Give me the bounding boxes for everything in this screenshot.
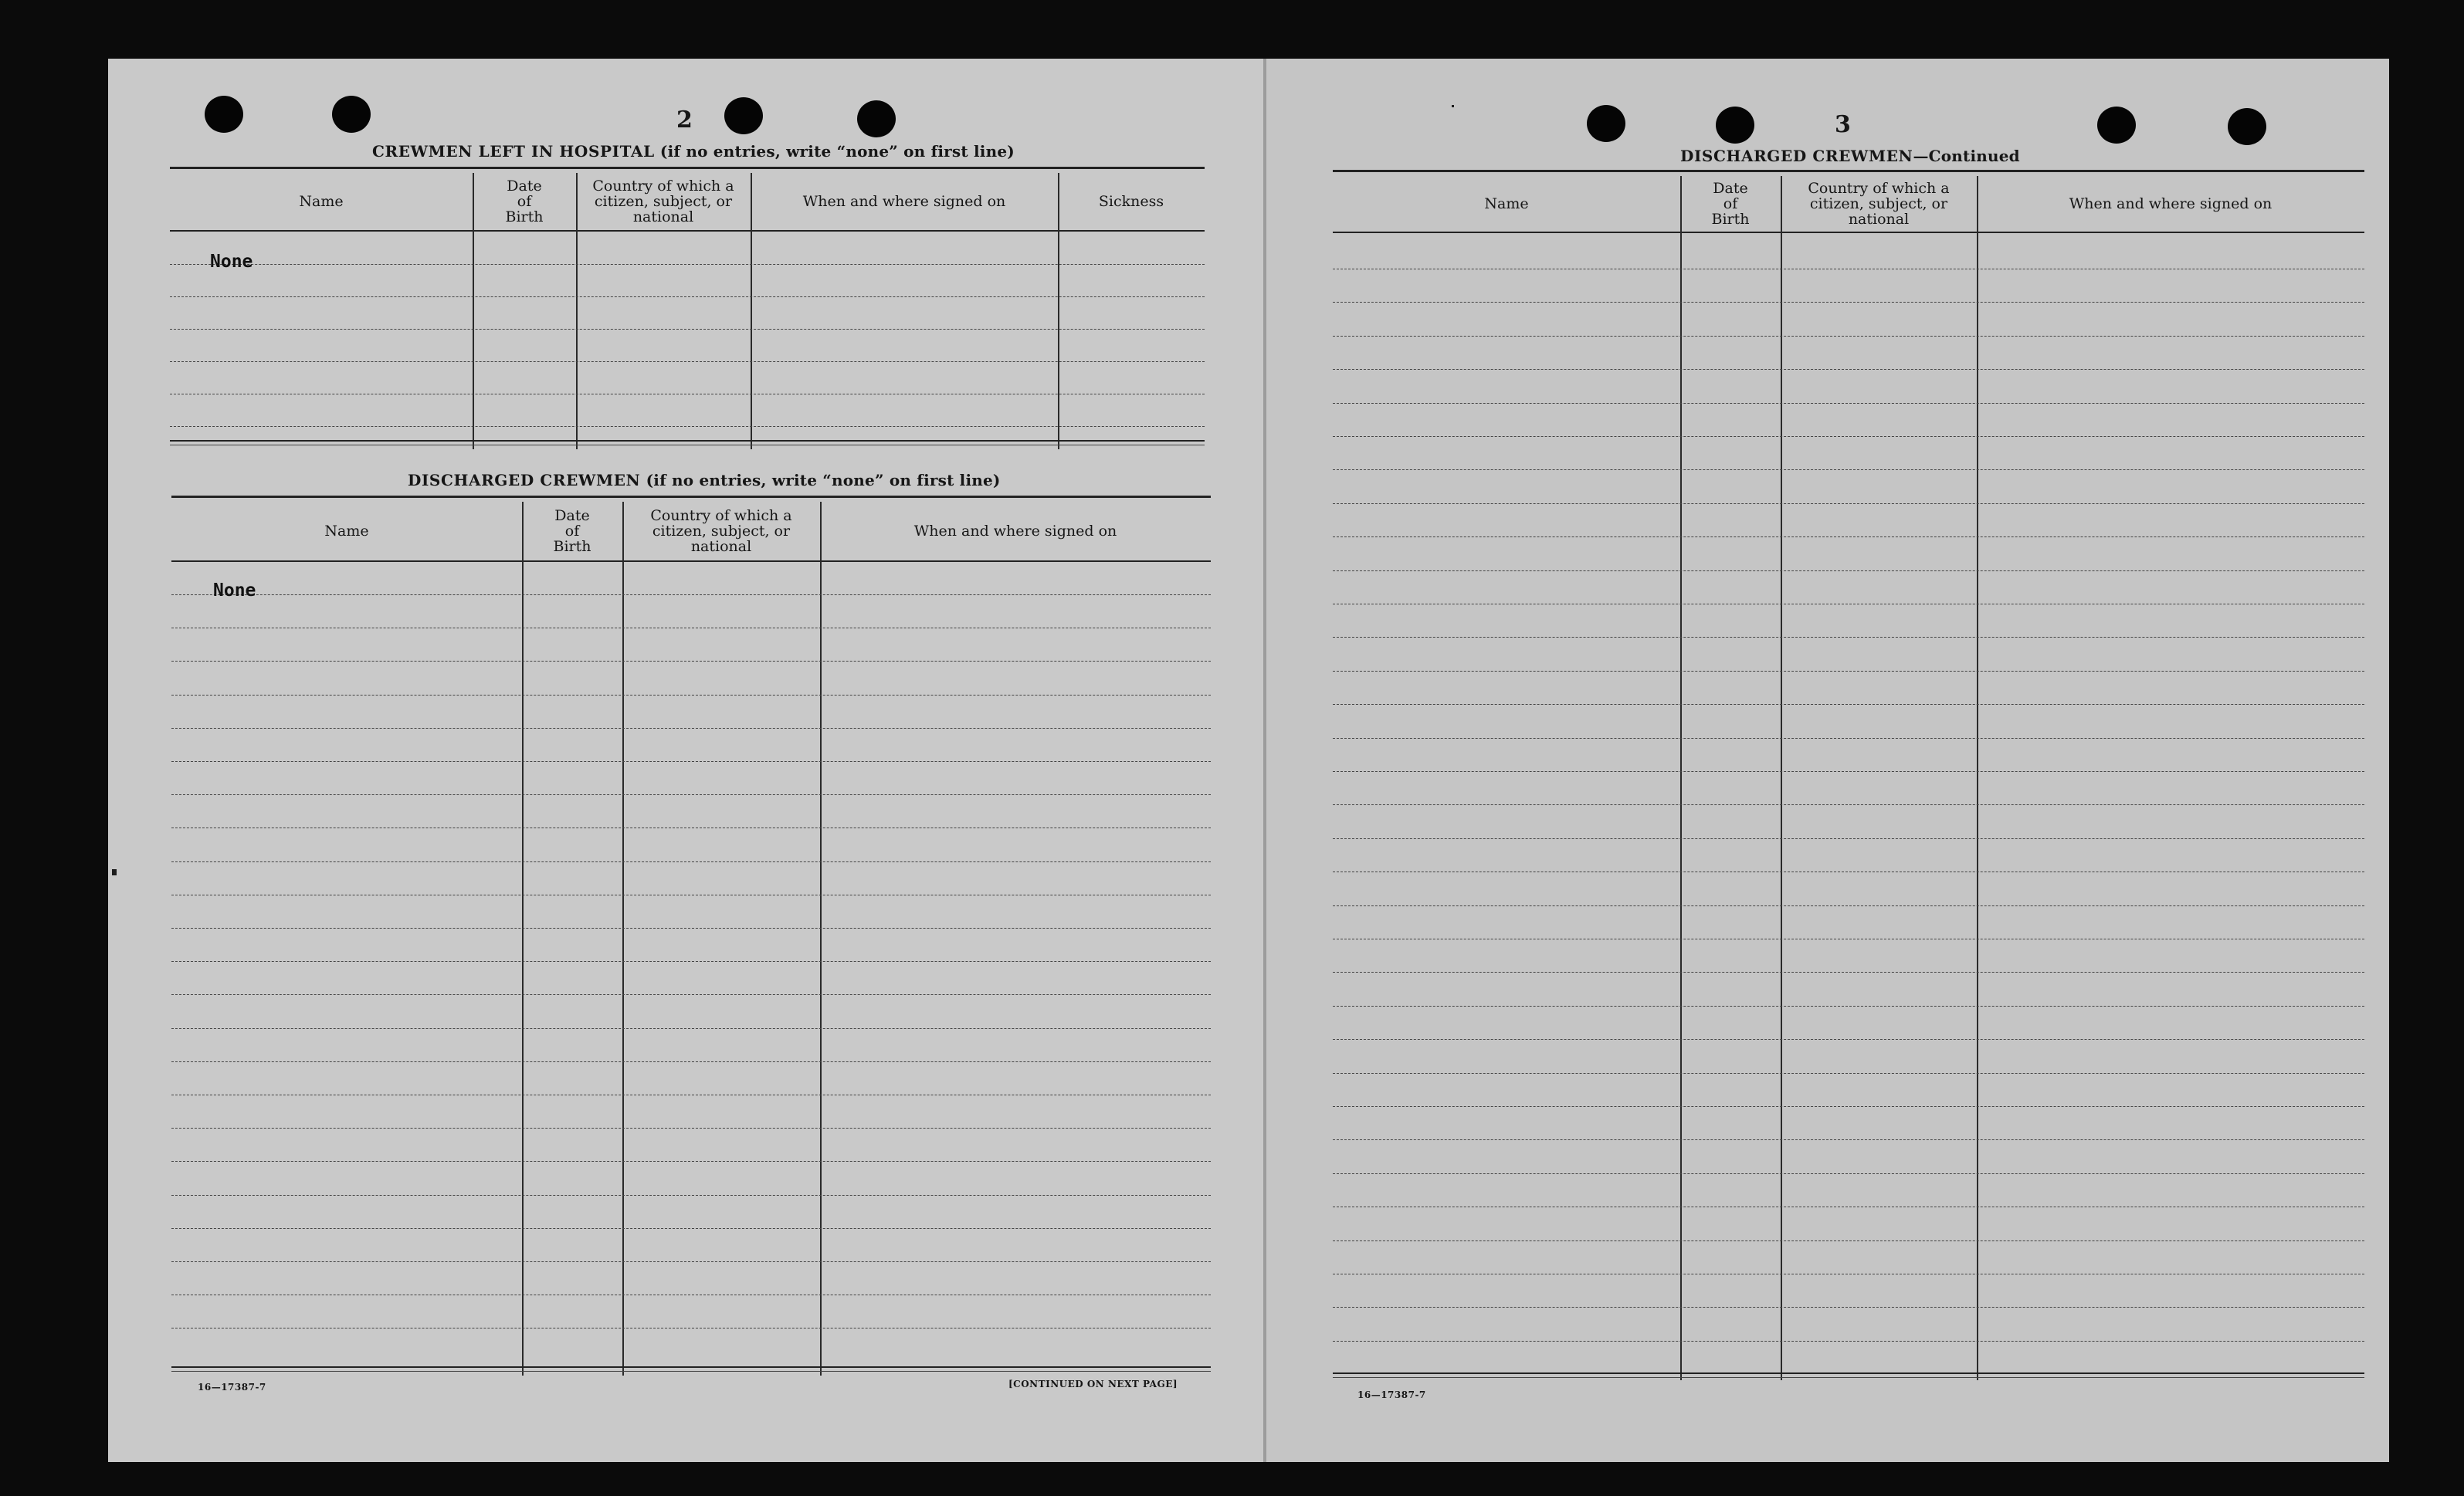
ruled-row-line (171, 994, 1211, 995)
form-number: 16—17387-7 (1357, 1389, 1426, 1400)
form-number: 16—17387-7 (198, 1382, 266, 1393)
ruled-row-line (171, 1028, 1211, 1029)
ruled-row-line (171, 728, 1211, 729)
hospital-table (170, 167, 1205, 445)
page-number: 3 (1835, 111, 1851, 138)
ruled-row-line (1333, 1006, 2364, 1007)
ruled-row-line (1333, 1106, 2364, 1107)
column-header-name: Name (299, 193, 344, 210)
page-number: 2 (676, 107, 693, 134)
ruled-row-line (171, 661, 1211, 662)
column-header-sickness: Sickness (1098, 193, 1164, 210)
hospital-first-entry: None (210, 252, 253, 272)
ruled-row-line (1333, 536, 2364, 537)
ruled-row-line (171, 961, 1211, 962)
ruled-row-line (1333, 738, 2364, 739)
ruled-row-line (1333, 1073, 2364, 1074)
ruled-row-line (1333, 469, 2364, 470)
scan-mark (1452, 105, 1454, 107)
ruled-row-line (1333, 1173, 2364, 1174)
hospital-section-title-note: (if no entries, write “none” on first line) (659, 142, 1015, 161)
column-header-date-of-birth: Date of Birth (1711, 180, 1750, 228)
ruled-row-line (171, 1128, 1211, 1129)
punch-hole (724, 97, 763, 134)
ruled-row-line (1333, 972, 2364, 973)
ruled-row-line (1333, 436, 2364, 437)
ruled-row-line (1333, 905, 2364, 906)
column-header-name: Name (324, 523, 369, 540)
discharged-table (171, 496, 1211, 1374)
column-header-signed-on: When and where signed on (802, 193, 1006, 210)
discharged-continued-title (1680, 147, 2020, 165)
punch-hole (205, 96, 243, 133)
ruled-row-line (1333, 1307, 2364, 1308)
ruled-row-line (1333, 403, 2364, 404)
ruled-row-line (1333, 1341, 2364, 1342)
column-header-date-of-birth: Date of Birth (505, 178, 544, 225)
discharged-continued-title-suffix: —Continued (1913, 147, 2020, 165)
column-header-signed-on: When and where signed on (913, 523, 1117, 540)
ruled-row-line (1333, 704, 2364, 705)
ruled-row-line (1333, 637, 2364, 638)
ruled-row-line (1333, 1240, 2364, 1241)
scan-mark (112, 869, 117, 875)
ruled-row-line (1333, 1139, 2364, 1140)
punch-hole (2228, 108, 2266, 145)
ruled-row-line (171, 1195, 1211, 1196)
ruled-row-line (1333, 302, 2364, 303)
column-header-name: Name (1484, 195, 1529, 212)
column-header-country: Country of which a citizen, subject, or national (592, 178, 734, 225)
page-fold (1263, 59, 1266, 1462)
ruled-row-line (1333, 570, 2364, 571)
discharged-continued-table (1333, 170, 2364, 1383)
ruled-row-line (171, 761, 1211, 762)
punch-hole (332, 96, 371, 133)
discharged-section-title-note: (if no entries, write “none” on first line) (646, 471, 1001, 489)
ruled-row-line (1333, 503, 2364, 504)
hospital-section-title-caps: CREWMEN LEFT IN HOSPITAL (372, 142, 655, 161)
punch-hole (1716, 107, 1754, 144)
column-header-date-of-birth: Date of Birth (553, 507, 591, 555)
ruled-row-line (1333, 804, 2364, 805)
discharged-continued-title-caps: DISCHARGED CREWMEN (1680, 147, 1913, 165)
ruled-row-line (171, 695, 1211, 696)
ruled-row-line (171, 1161, 1211, 1162)
ruled-row-line (1333, 369, 2364, 370)
ruled-row-line (1333, 771, 2364, 772)
ruled-row-line (1333, 336, 2364, 337)
ruled-row-line (1333, 838, 2364, 839)
continued-note: [CONTINUED ON NEXT PAGE] (1008, 1379, 1178, 1389)
ruled-row-line (171, 928, 1211, 929)
ruled-row-line (1333, 1039, 2364, 1040)
ruled-row-line (171, 1261, 1211, 1262)
column-header-country: Country of which a citizen, subject, or national (650, 507, 792, 555)
column-header-country: Country of which a citizen, subject, or national (1808, 180, 1950, 228)
punch-hole (1587, 105, 1625, 142)
punch-hole (2097, 107, 2136, 144)
ruled-row-line (1333, 671, 2364, 672)
column-header-signed-on: When and where signed on (2069, 195, 2273, 212)
punch-hole (857, 100, 896, 137)
ruled-row-line (171, 594, 1211, 595)
discharged-section-title-caps: DISCHARGED CREWMEN (408, 471, 641, 489)
ruled-row-line (171, 1228, 1211, 1229)
ruled-row-line (171, 1061, 1211, 1062)
ruled-row-line (171, 794, 1211, 795)
discharged-section-title (408, 471, 1001, 489)
hospital-section-title (372, 142, 1015, 161)
ruled-row-line (171, 861, 1211, 862)
discharged-first-entry: None (213, 580, 256, 601)
